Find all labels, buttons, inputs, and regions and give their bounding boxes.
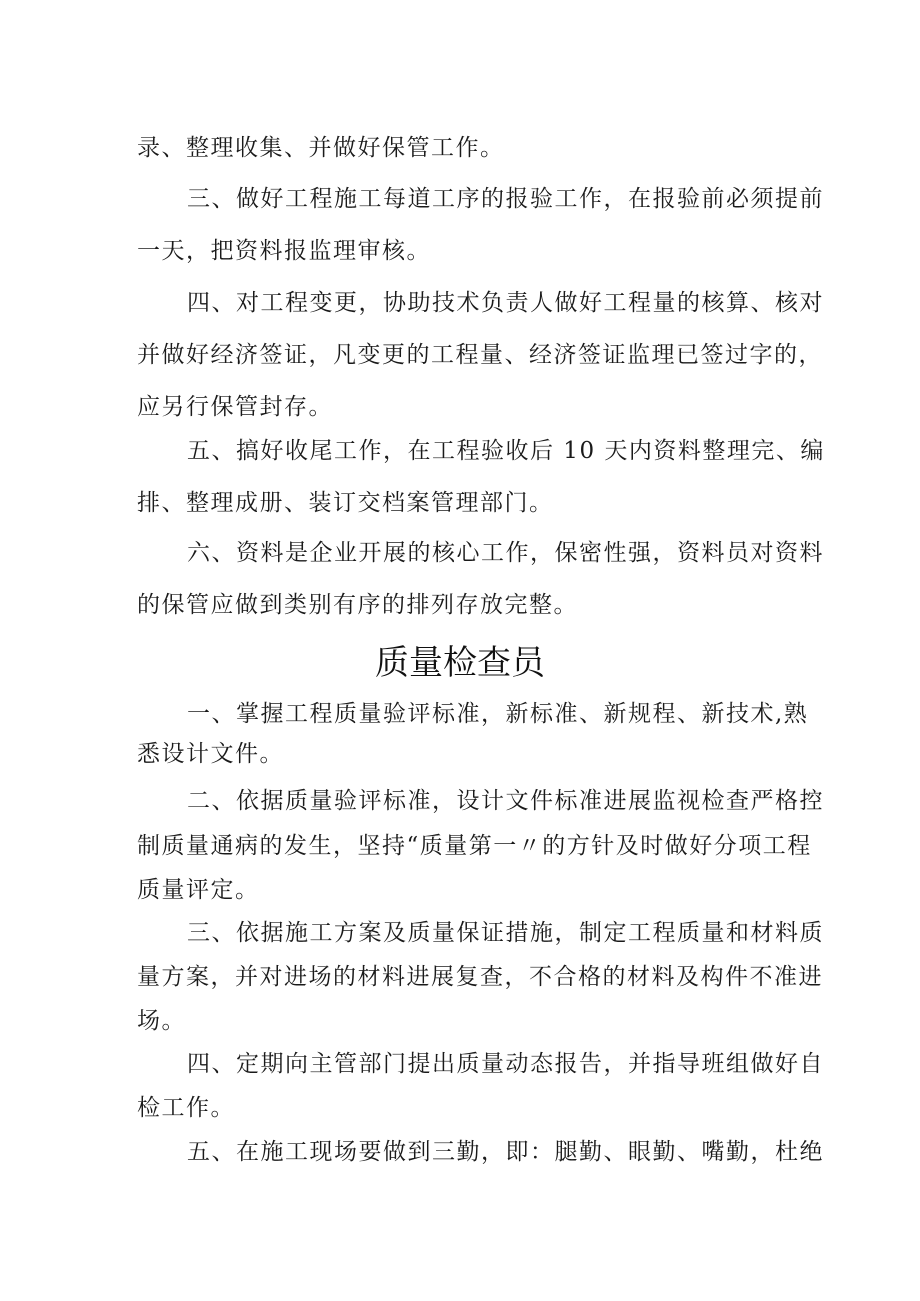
text-line: 悉设计文件。 (137, 741, 284, 767)
text-line: 应另行保管封存。 (137, 394, 333, 420)
text-line: 三、依据施工方案及质量保证措施，制定工程质量和材料质 (187, 920, 824, 946)
text-line: 五、搞好收尾工作，在工程验收后 10 天内资料整理完、编 (187, 438, 825, 464)
text-line: 一天，把资料报监理审核。 (137, 238, 431, 264)
text-line: 四、定期向主管部门提出质量动态报告，并指导班组做好自 (187, 1051, 824, 1077)
section-title: 质量检查员 (375, 643, 545, 683)
text-line: 三、做好工程施工每道工序的报验工作，在报验前必须提前 (187, 186, 824, 212)
text-line: 四、对工程变更，协助技术负责人做好工程量的核算、核对 (187, 290, 824, 316)
text-line: 制质量通病的发生，坚持“质量第一〃的方针及时做好分项工程 (137, 833, 812, 859)
text-line: 检工作。 (137, 1095, 235, 1121)
text-line: 排、整理成册、装订交档案管理部门。 (137, 490, 554, 516)
text-line: 录、整理收集、并做好保管工作。 (137, 135, 505, 161)
text-line: 的保管应做到类别有序的排列存放完整。 (137, 592, 578, 618)
text-line: 质量评定。 (137, 877, 260, 903)
text-line: 并做好经济签证，凡变更的工程量、经济签证监理已签过字的， (137, 342, 823, 368)
text-line: 量方案，并对进场的材料进展复查，不合格的材料及构件不准进 (137, 964, 823, 990)
text-line: 一、掌握工程质量验评标准，新标准、新规程、新技术,熟 (187, 701, 809, 727)
text-line: 场。 (137, 1008, 186, 1034)
text-line: 二、依据质量验评标准，设计文件标准进展监视检查严格控 (187, 788, 824, 814)
text-line: 五、在施工现场要做到三勤，即：腿勤、眼勤、嘴勤，杜绝 (187, 1139, 824, 1165)
text-line: 六、资料是企业开展的核心工作，保密性强，资料员对资料 (187, 540, 824, 566)
